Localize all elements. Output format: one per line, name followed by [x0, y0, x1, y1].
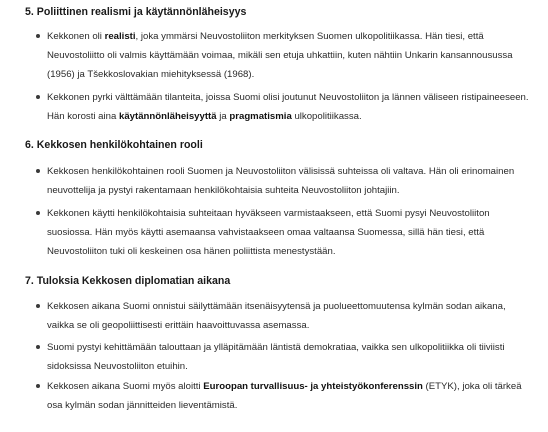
bullet-text: Kekkosen henkilökohtainen rooli Suomen ja Neuvostoliiton välisissä suhteissa oli valtava. Hän oli erinomainen neuvottelija ja pystyi rakentamaan henkilökohtaisia suhteita Neuvostoliiton johtajiin.	[47, 166, 515, 196]
bullet-text: Kekkosen aikana Suomi onnistui säilyttämään itsenäisyytensä ja puolueettomuutensa kylmän sodan aikana, vaikka se oli geopoliittisesti erittäin haavoittuvassa asemassa.	[47, 301, 506, 331]
bullet-dot-icon	[36, 304, 40, 308]
bullet-text: Kekkonen pyrki välttämään tilanteita, joissa Suomi olisi joutunut Neuvostoliiton ja lännen väliseen ristipaineeseen. Hän korosti aina käytännönläheisyyttä ja pragmatismia ulkopolitiikassa.	[47, 92, 529, 122]
section-heading-5: 5. Poliittinen realismi ja käytännönläheisyys	[25, 6, 247, 18]
bullet-text: Kekkonen oli realisti, joka ymmärsi Neuvostoliiton merkityksen Suomen ulkopolitiikassa. Hän tiesi, että Neuvostoliitto oli valmis käyttämään voimaa, mikäli sen etuja uhkattiin, kuten nähtiin Unkarin kansannousussa (1956) ja Tšekkoslovakian miehityksessä (1968).	[47, 31, 513, 80]
bullet-text: Kekkosen aikana Suomi myös aloitti Euroopan turvallisuus- ja yhteistyökonferenssin (ETYK), joka oli tärkeä osa kylmän sodan jännitteiden lieventämistä.	[47, 381, 522, 411]
bullet-dot-icon	[36, 211, 40, 215]
bullet-text: Suomi pystyi kehittämään talouttaan ja ylläpitämään läntistä demokratiaa, vaikka sen ulkopolitiikka oli tiiviisti sidoksissa Neuvostoliiton etuihin.	[47, 342, 505, 372]
bullet-dot-icon	[36, 34, 40, 38]
bullet-dot-icon	[36, 169, 40, 173]
bullet-text: Kekkonen käytti henkilökohtaisia suhteitaan hyväkseen varmistaakseen, että Suomi pysyi Neuvostoliiton suosiossa. Hän myös käytti asemaansa vahvistaakseen omaa valtaansa Suomessa, sillä hän tiesi, että Neuvostoliiton tuki oli keskeinen osa hänen poliittista menestystään.	[47, 208, 490, 257]
bullet-dot-icon	[36, 345, 40, 349]
section-heading-6: 6. Kekkosen henkilökohtainen rooli	[25, 139, 203, 151]
bullet-dot-icon	[36, 384, 40, 388]
bullet-dot-icon	[36, 95, 40, 99]
section-heading-7: 7. Tuloksia Kekkosen diplomatian aikana	[25, 275, 231, 287]
